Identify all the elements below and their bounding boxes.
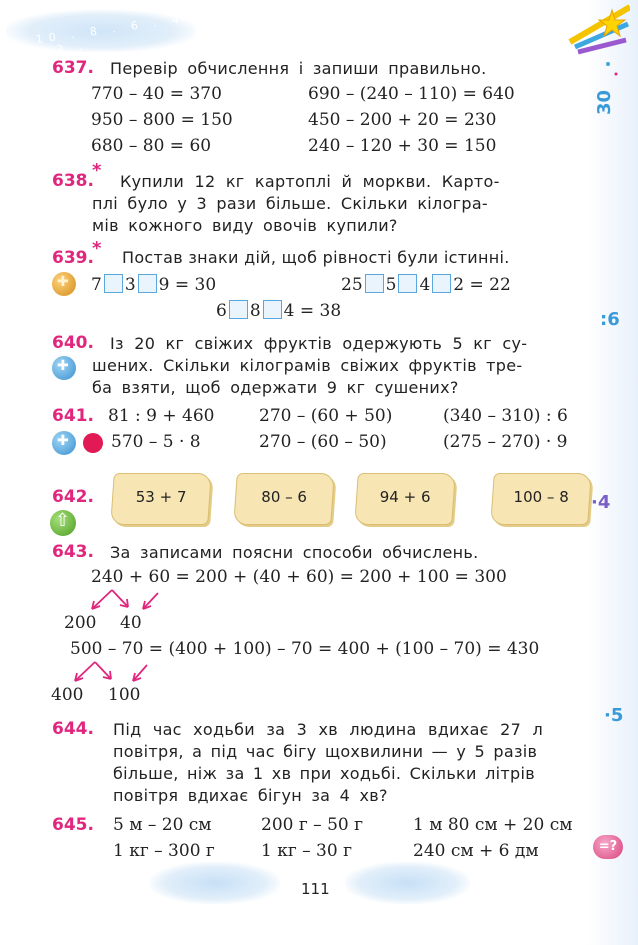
red-dot-icon xyxy=(83,433,103,453)
exercise-645-row2-col3: 240 см + 6 дм xyxy=(413,841,539,861)
exercise-640-number: 640. xyxy=(52,333,94,353)
eq2-d: 2 = 22 xyxy=(453,275,511,295)
exercise-644-line2: повітря, а під час бігу щохвилини — у 5 разів xyxy=(113,742,538,761)
eq1-b: 3 xyxy=(124,275,136,295)
exercise-639-eq3 xyxy=(216,300,341,321)
exercise-645-row1-col2: 200 г – 50 г xyxy=(261,815,364,835)
exercise-637-row2-col2: 450 – 200 + 20 = 230 xyxy=(308,110,497,130)
page-margin-strip xyxy=(586,0,638,945)
exercise-641-row1-col1: 81 : 9 + 460 xyxy=(108,406,215,426)
exercise-638-star: * xyxy=(92,160,102,181)
exercise-638-number: 638. xyxy=(52,171,94,191)
exercise-643-split1-b: 40 xyxy=(120,613,142,633)
split-arrows-2-icon xyxy=(55,659,165,687)
eq3-b: 8 xyxy=(249,301,261,321)
exercise-641-row2-col2: 270 – (60 – 50) xyxy=(259,432,387,452)
exercise-637-row3-col2: 240 – 120 + 30 = 150 xyxy=(308,136,497,156)
exercise-643-split2-a: 400 xyxy=(51,685,84,705)
eq3-c: 4 = 38 xyxy=(283,301,342,321)
exercise-643-eq1: 240 + 60 = 200 + (40 + 60) = 200 + 100 = 300 xyxy=(91,567,507,587)
split-arrows-1-icon xyxy=(80,587,180,615)
exercise-643-task: За записами поясни способи обчислень. xyxy=(110,543,479,562)
exercise-642-number: 642. xyxy=(52,487,94,507)
exercise-639-eq1 xyxy=(91,274,216,295)
exercise-639-eq2 xyxy=(341,274,511,295)
exercise-640-line1: Із 20 кг свіжих фруктів одержують 5 кг су- xyxy=(110,334,528,353)
exercise-637-row2-col1: 950 – 800 = 150 xyxy=(91,110,233,130)
eq2-a: 25 xyxy=(341,275,363,295)
exercise-644-line3: більше, ніж за 1 хв при ходьбі. Скільки літрів xyxy=(113,764,535,783)
expression-card-3 xyxy=(354,473,456,525)
exercise-637-task: Перевір обчислення і запиши правильно. xyxy=(110,59,487,78)
exercise-644-line1: Під час ходьби за 3 хв людина вдихає 27 л xyxy=(113,720,544,739)
puzzle-icon xyxy=(52,356,76,380)
exercise-645-row1-col3: 1 м 80 см + 20 см xyxy=(413,815,573,835)
footer-cloud-left xyxy=(150,862,280,904)
sign-box[interactable] xyxy=(432,274,451,293)
exercise-645-row2-col1: 1 кг – 300 г xyxy=(113,841,215,861)
sign-box[interactable] xyxy=(104,274,123,293)
side-mark-mul4: ·4 xyxy=(591,492,611,513)
footer-cloud-right xyxy=(345,862,470,904)
exercise-645-row2-col2: 1 кг – 30 г xyxy=(261,841,353,861)
exercise-638-line2: плі було у 3 рази більше. Скільки кілогра- xyxy=(92,194,489,213)
exercise-641-row2-col3: (275 – 270) · 9 xyxy=(443,432,568,452)
exercise-641-number: 641. xyxy=(52,406,94,426)
exercise-637-row1-col1: 770 – 40 = 370 xyxy=(91,84,222,104)
exercise-637-row3-col1: 680 – 80 = 60 xyxy=(91,136,212,156)
exercise-638-line1: Купили 12 кг картоплі й моркви. Карто- xyxy=(120,172,500,191)
eq1-c: 9 = 30 xyxy=(158,275,217,295)
exercise-640-line2: шених. Скільки кілограмів свіжих фруктів тре- xyxy=(92,356,523,375)
sign-box[interactable] xyxy=(398,274,417,293)
exercise-637-row1-col2: 690 – (240 – 110) = 640 xyxy=(308,84,515,104)
question-badge: =? xyxy=(593,835,623,859)
sign-box[interactable] xyxy=(138,274,157,293)
eq2-c: 4 xyxy=(419,275,431,295)
exercise-638-line3: мів кожного виду овочів купили? xyxy=(92,216,398,235)
card-2-text: 80 – 6 xyxy=(261,488,307,506)
exercise-643-number: 643. xyxy=(52,542,94,562)
sign-box[interactable] xyxy=(365,274,384,293)
header-cloud xyxy=(6,10,196,60)
exercise-644-line4: повітря вдихає бігун за 4 хв? xyxy=(113,786,388,805)
exercise-639-task: Постав знаки дій, щоб рівності були істинні. xyxy=(122,248,510,267)
exercise-637-number: 637. xyxy=(52,58,94,78)
puzzle-icon xyxy=(52,431,76,455)
exercise-641-row1-col3: (340 – 310) : 6 xyxy=(443,406,568,426)
exercise-643-split2-b: 100 xyxy=(108,685,141,705)
exercise-644-number: 644. xyxy=(52,719,94,739)
exercise-641-row1-col2: 270 – (60 + 50) xyxy=(259,406,393,426)
page-number: 111 xyxy=(301,880,330,898)
eq1-a: 7 xyxy=(91,275,102,295)
exercise-645-number: 645. xyxy=(52,815,94,835)
exercise-643-eq2: 500 – 70 = (400 + 100) – 70 = 400 + (100 – 70) = 430 xyxy=(70,639,540,659)
card-3-text: 94 + 6 xyxy=(379,488,431,506)
sign-box[interactable] xyxy=(263,300,282,319)
eq2-b: 5 xyxy=(385,275,397,295)
eq3-a: 6 xyxy=(216,301,227,321)
card-4-text: 100 – 8 xyxy=(513,488,569,506)
side-mark-div6: :6 xyxy=(600,309,620,330)
card-1-text: 53 + 7 xyxy=(135,488,187,506)
side-mark-mul5: ·5 xyxy=(604,705,624,726)
expression-card-4 xyxy=(490,473,592,525)
exercise-645-row1-col1: 5 м – 20 см xyxy=(113,815,212,835)
sign-box[interactable] xyxy=(229,300,248,319)
expression-card-1 xyxy=(110,473,212,525)
exercise-639-star: * xyxy=(92,238,102,259)
gear-puzzle-icon xyxy=(52,272,76,296)
exercise-640-line3: ба взяти, щоб одержати 9 кг сушених? xyxy=(92,378,459,397)
arrow-up-icon xyxy=(50,510,76,536)
stars-decoration-icon xyxy=(560,2,630,82)
expression-card-2 xyxy=(233,473,335,525)
cloud-digits: 10 . 8 . 6 . 4 . 2 . xyxy=(34,12,186,60)
exercise-639-number: 639. xyxy=(52,248,94,268)
side-mark-30: 30 xyxy=(594,89,616,116)
exercise-641-row2-col1: 570 – 5 · 8 xyxy=(111,432,201,452)
exercise-643-split1-a: 200 xyxy=(64,613,97,633)
